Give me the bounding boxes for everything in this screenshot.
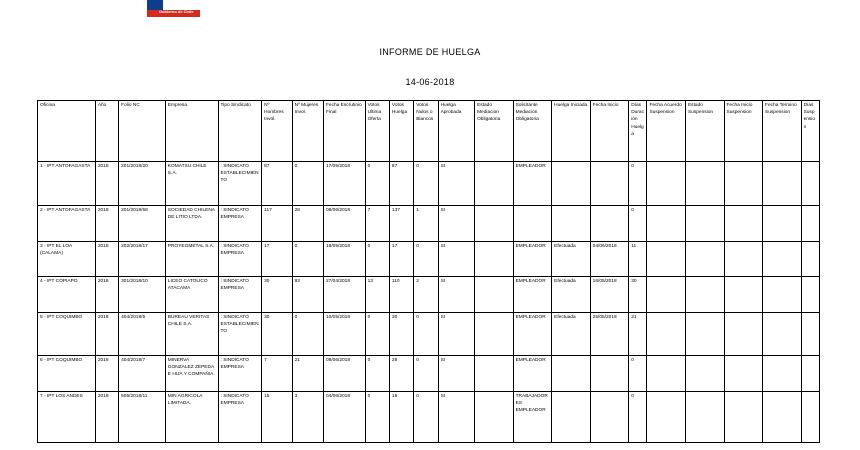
table-cell bbox=[763, 392, 802, 443]
table-cell: 110 bbox=[389, 277, 413, 313]
table-cell: 0 bbox=[629, 392, 647, 443]
table-cell: 30 bbox=[262, 313, 292, 356]
table-cell bbox=[685, 206, 724, 242]
gobierno-logo bbox=[147, 0, 200, 17]
table-cell bbox=[801, 392, 819, 443]
table-cell: SI bbox=[438, 356, 475, 392]
table-cell: KOMATSU CHILE S.A. bbox=[165, 162, 218, 206]
column-header: Votos Huelga bbox=[389, 101, 413, 162]
table-cell: 301/2018/10 bbox=[119, 277, 166, 313]
table-cell: Efectuada bbox=[552, 313, 591, 356]
table-cell: 0 bbox=[365, 392, 389, 443]
table-row bbox=[38, 392, 820, 443]
table-cell: 5 - IPT COQUIMBO bbox=[38, 313, 96, 356]
column-header: Tipo Sindicato bbox=[218, 101, 262, 162]
column-header: Empresa bbox=[165, 101, 218, 162]
table-cell: 6 - IPT COQUIMBO bbox=[38, 356, 96, 392]
table-cell: EMPLEADOR bbox=[513, 277, 552, 313]
table-cell: 2018 bbox=[95, 206, 118, 242]
table-cell: PROYEGMETAL S.A. bbox=[165, 242, 218, 277]
table-cell bbox=[763, 162, 802, 206]
table-cell: 0 bbox=[629, 162, 647, 206]
table-cell bbox=[724, 277, 763, 313]
table-cell: 30 bbox=[389, 313, 413, 356]
column-header: Huelga Aprobada bbox=[438, 101, 475, 162]
table-cell: 28 bbox=[292, 206, 323, 242]
table-cell: SI bbox=[438, 313, 475, 356]
table-cell: 2018 bbox=[95, 356, 118, 392]
table-cell bbox=[552, 392, 591, 443]
table-cell bbox=[685, 242, 724, 277]
strike-report-table bbox=[37, 100, 820, 443]
table-cell bbox=[552, 356, 591, 392]
table-cell: 117 bbox=[262, 206, 292, 242]
column-header: Días Duración Huelga bbox=[629, 101, 647, 162]
column-header: Oficina bbox=[38, 101, 96, 162]
column-header: Votos Ultima Oferta bbox=[365, 101, 389, 162]
table-cell: 7 bbox=[365, 206, 389, 242]
table-cell: : SINDICATO ESTABLECIMIENTO bbox=[218, 162, 262, 206]
table-cell: MINERVA GONZALEZ ZEPEDA E HIJA Y COMPAÑIA. bbox=[165, 356, 218, 392]
table-cell bbox=[724, 356, 763, 392]
table-cell bbox=[590, 356, 629, 392]
column-header: Fecha Escrutinio Final bbox=[324, 101, 366, 162]
table-cell bbox=[475, 356, 514, 392]
table-cell: 0 bbox=[629, 206, 647, 242]
table-cell bbox=[647, 206, 686, 242]
table-cell: : SINDICATO ESTABLECIMIENTO bbox=[218, 313, 262, 356]
table-cell bbox=[647, 242, 686, 277]
table-cell: 11 bbox=[629, 242, 647, 277]
table-cell bbox=[801, 356, 819, 392]
column-header: Votos Nulos o Blancos bbox=[414, 101, 438, 162]
table-cell: 25/05/2018 bbox=[590, 313, 629, 356]
table-cell bbox=[763, 242, 802, 277]
table-cell bbox=[685, 313, 724, 356]
table-cell: 17 bbox=[262, 242, 292, 277]
table-cell: 3 bbox=[292, 392, 323, 443]
table-cell: 505/2018/11 bbox=[119, 392, 166, 443]
table-cell bbox=[724, 242, 763, 277]
table-cell: EMPLEADOR bbox=[513, 356, 552, 392]
table-cell: 08/06/2018 bbox=[324, 206, 366, 242]
table-cell: 16/05/2018 bbox=[590, 277, 629, 313]
table-cell bbox=[475, 392, 514, 443]
table-cell bbox=[685, 392, 724, 443]
table-cell: 18/05/2018 bbox=[324, 242, 366, 277]
table-cell: 2018 bbox=[95, 277, 118, 313]
table-cell bbox=[724, 392, 763, 443]
table-row bbox=[38, 162, 820, 206]
table-cell: 17 bbox=[389, 242, 413, 277]
table-cell: Efectuada bbox=[552, 242, 591, 277]
table-cell: 0 bbox=[414, 356, 438, 392]
table-cell bbox=[475, 277, 514, 313]
table-cell bbox=[475, 206, 514, 242]
table-cell: 1 bbox=[414, 206, 438, 242]
table-cell: 2 - IPT ANTOFAGASTA bbox=[38, 206, 96, 242]
table-cell bbox=[763, 356, 802, 392]
table-cell bbox=[647, 277, 686, 313]
table-cell: 0 bbox=[365, 242, 389, 277]
table-cell bbox=[763, 313, 802, 356]
table-header-row bbox=[38, 101, 820, 162]
table-cell: 27/04/2018 bbox=[324, 277, 366, 313]
table-cell bbox=[801, 206, 819, 242]
table-cell bbox=[552, 206, 591, 242]
table-cell: 3 - IPT EL LOA (CALAMA) bbox=[38, 242, 96, 277]
table-cell: 21 bbox=[292, 356, 323, 392]
table-cell bbox=[647, 392, 686, 443]
table-cell: LICEO CATOLICO ATACAMA bbox=[165, 277, 218, 313]
column-header: Folio NC bbox=[119, 101, 166, 162]
table-cell: 18 bbox=[389, 392, 413, 443]
table-cell bbox=[801, 277, 819, 313]
table-cell: 201/2018/58 bbox=[119, 206, 166, 242]
table-cell: Efectuada bbox=[552, 277, 591, 313]
table-cell: 30 bbox=[262, 277, 292, 313]
table-cell: 21 bbox=[629, 313, 647, 356]
table-cell: 2018 bbox=[95, 313, 118, 356]
table-row bbox=[38, 206, 820, 242]
column-header: Estado Suspension bbox=[685, 101, 724, 162]
table-cell: SI bbox=[438, 277, 475, 313]
table-cell: 0 bbox=[292, 242, 323, 277]
column-header: Año bbox=[95, 101, 118, 162]
logo-text: Gobierno de Chile bbox=[159, 9, 194, 14]
table-cell: 87 bbox=[389, 162, 413, 206]
column-header: Huelga Iniciada bbox=[552, 101, 591, 162]
table-cell: BUREAU VERITAS CHILE S.A. bbox=[165, 313, 218, 356]
table-cell: : SINDICATO EMPRESA bbox=[218, 242, 262, 277]
table-cell: EMPLEADOR bbox=[513, 242, 552, 277]
table-cell bbox=[685, 162, 724, 206]
table-cell bbox=[763, 277, 802, 313]
table-cell bbox=[475, 313, 514, 356]
table-cell: 7 bbox=[262, 356, 292, 392]
table-cell: : SINDICATO EMPRESA bbox=[218, 356, 262, 392]
table-cell bbox=[590, 162, 629, 206]
table-cell: 2018 bbox=[95, 162, 118, 206]
table-cell: 404/2018/5 bbox=[119, 313, 166, 356]
table-cell: 202/2018/17 bbox=[119, 242, 166, 277]
table-cell: EMPLEADOR bbox=[513, 162, 552, 206]
table-cell bbox=[475, 162, 514, 206]
table-cell: SI bbox=[438, 206, 475, 242]
table-cell: SOCIEDAD CHILENA DE LITIO LTDA. bbox=[165, 206, 218, 242]
table-cell bbox=[513, 206, 552, 242]
column-header: Estado Mediacion Obligatoria bbox=[475, 101, 514, 162]
table-cell: MIN AGRICOLA LIMITADA. bbox=[165, 392, 218, 443]
table-cell: 0 bbox=[292, 162, 323, 206]
table-cell: 17/05/2018 bbox=[324, 162, 366, 206]
report-date: 14-06-2018 bbox=[405, 77, 455, 87]
column-header: Fecha Termino Suspension bbox=[763, 101, 802, 162]
table-cell: EMPLEADOR bbox=[513, 313, 552, 356]
table-cell bbox=[647, 162, 686, 206]
report-title: INFORME DE HUELGA bbox=[379, 47, 481, 57]
table-cell: SI bbox=[438, 242, 475, 277]
table-cell: 4 - IPT COPIAPO bbox=[38, 277, 96, 313]
table-cell bbox=[552, 162, 591, 206]
table-cell bbox=[724, 162, 763, 206]
table-cell: 2018 bbox=[95, 392, 118, 443]
table-cell: 10/05/2018 bbox=[324, 313, 366, 356]
column-header: Fecha Acuerdo Suspension bbox=[647, 101, 686, 162]
column-header: Días Suspension bbox=[801, 101, 819, 162]
table-cell: 0 bbox=[414, 392, 438, 443]
table-cell: 87 bbox=[262, 162, 292, 206]
column-header: Fecha Inicio bbox=[590, 101, 629, 162]
table-cell: TRABAJADORES EMPLEADOR bbox=[513, 392, 552, 443]
table-cell: : SINDICATO EMPRESA bbox=[218, 392, 262, 443]
table-cell bbox=[590, 206, 629, 242]
table-row bbox=[38, 277, 820, 313]
table-cell bbox=[647, 313, 686, 356]
table-cell: 137 bbox=[389, 206, 413, 242]
table-cell: 404/2018/7 bbox=[119, 356, 166, 392]
table-cell bbox=[724, 206, 763, 242]
table-cell: 2 bbox=[414, 277, 438, 313]
table-cell bbox=[647, 356, 686, 392]
table-cell: 201/2018/20 bbox=[119, 162, 166, 206]
column-header: Solicitante Mediacion Obligatoria bbox=[513, 101, 552, 162]
table-cell: 0 bbox=[365, 313, 389, 356]
table-cell bbox=[801, 162, 819, 206]
table-cell: 04/06/2018 bbox=[324, 392, 366, 443]
table-cell bbox=[685, 356, 724, 392]
table-cell: 0 bbox=[629, 356, 647, 392]
column-header: Nº Mujeres Invol. bbox=[292, 101, 323, 162]
table-cell bbox=[475, 242, 514, 277]
table-cell: 28 bbox=[389, 356, 413, 392]
table-cell: 0 bbox=[414, 162, 438, 206]
table-cell: SI bbox=[438, 162, 475, 206]
table-cell bbox=[801, 313, 819, 356]
table-cell bbox=[801, 242, 819, 277]
table-cell: SI bbox=[438, 392, 475, 443]
table-cell: 0 bbox=[414, 242, 438, 277]
table-cell bbox=[724, 313, 763, 356]
table-cell: 0 bbox=[365, 356, 389, 392]
table-cell: 1 - IPT ANTOFAGASTA bbox=[38, 162, 96, 206]
table-cell: 93 bbox=[292, 277, 323, 313]
table-row bbox=[38, 313, 820, 356]
table-row bbox=[38, 242, 820, 277]
table-cell: 04/06/2018 bbox=[590, 242, 629, 277]
table-cell: 08/06/2018 bbox=[324, 356, 366, 392]
column-header: Fecha Inicio Suspension bbox=[724, 101, 763, 162]
table-cell: 0 bbox=[365, 162, 389, 206]
table-cell bbox=[763, 206, 802, 242]
table-cell bbox=[590, 392, 629, 443]
table-cell: 7 - IPT LOS ANDES bbox=[38, 392, 96, 443]
table-cell bbox=[685, 277, 724, 313]
table-row bbox=[38, 356, 820, 392]
table-cell: 0 bbox=[292, 313, 323, 356]
table-cell: : SINDICATO EMPRESA bbox=[218, 206, 262, 242]
table-cell: 15 bbox=[262, 392, 292, 443]
table-cell: 0 bbox=[414, 313, 438, 356]
column-header: Nº Hombres Invol. bbox=[262, 101, 292, 162]
table-cell: 2018 bbox=[95, 242, 118, 277]
table-cell: : SINDICATO EMPRESA bbox=[218, 277, 262, 313]
table-cell: 30 bbox=[629, 277, 647, 313]
table-cell: 13 bbox=[365, 277, 389, 313]
